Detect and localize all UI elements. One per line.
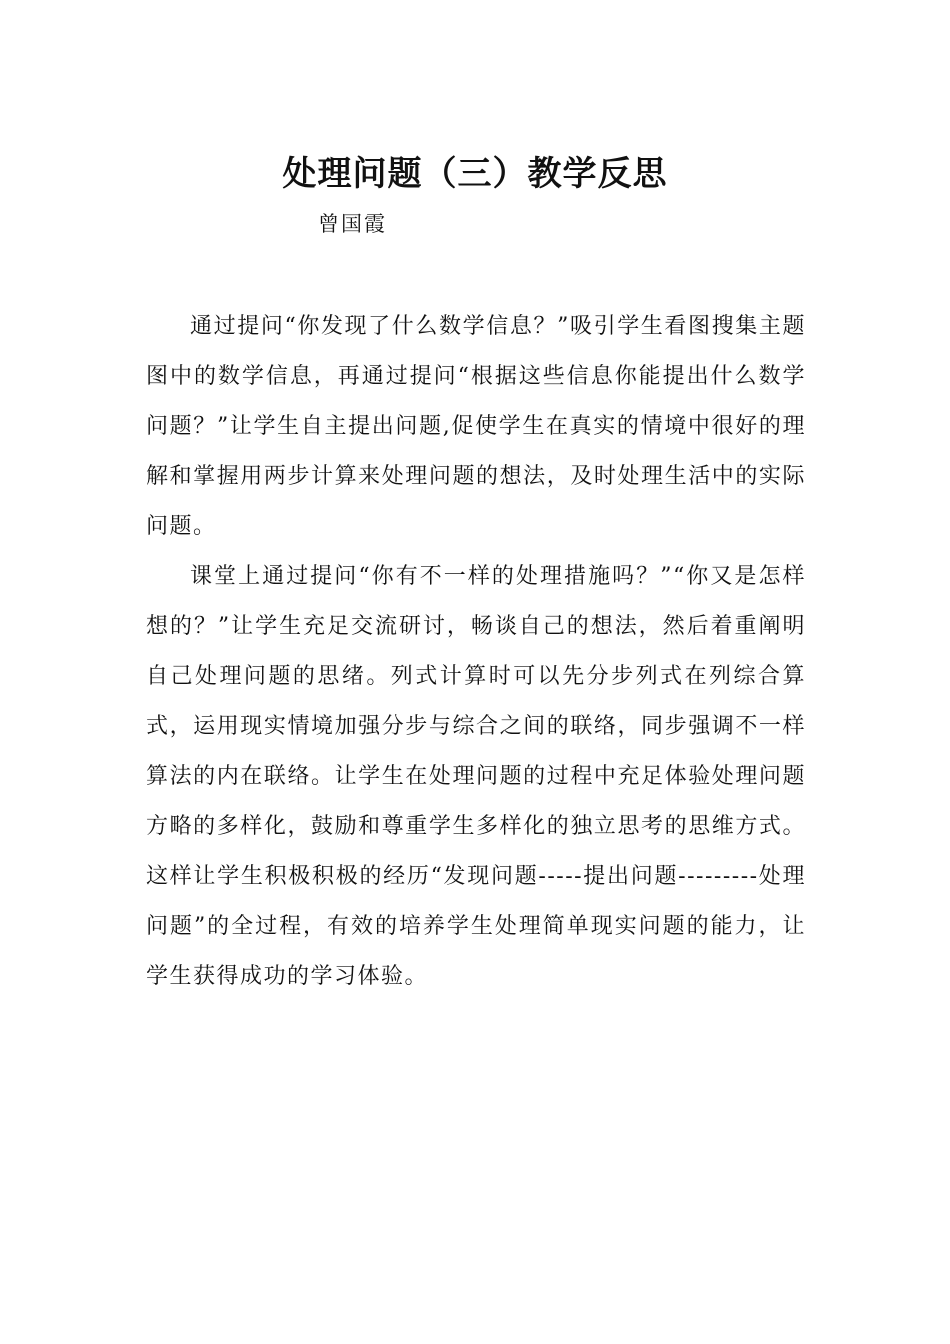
body-paragraph-2: 课堂上通过提问“你有不一样的处理措施吗？”“你又是怎样想的？”让学生充足交流研讨，畅谈自己的想法，然后着重阐明自己处理问题的思绪。列式计算时可以先分步列式在列综合算式，运用现实情境加强分步与综合之间的联络，同步强调不一样算法的内在联络。让学生在处理问题的过程中充足体验处理问题方略的多样化，鼓励和尊重学生多样化的独立思考的思维方式。这样让学生积极积极的经历“发现问题-----提出问题---------处理问题”的全过程，有效的培养学生处理简单现实问题的能力，让学生获得成功的学习体验。 (146, 564, 806, 989)
document-title: 处理问题（三）教学反思 (282, 154, 668, 194)
document-body (146, 302, 806, 1002)
document-author: 曾国霞 (318, 212, 387, 236)
body-paragraph-1: 通过提问“你发现了什么数学信息？”吸引学生看图搜集主题图中的数学信息，再通过提问“根据这些信息你能提出什么数学问题？”让学生自主提出问题,促使学生在真实的情境中很好的理解和掌握用两步计算来处理问题的想法，及时处理生活中的实际问题。 (146, 314, 806, 539)
